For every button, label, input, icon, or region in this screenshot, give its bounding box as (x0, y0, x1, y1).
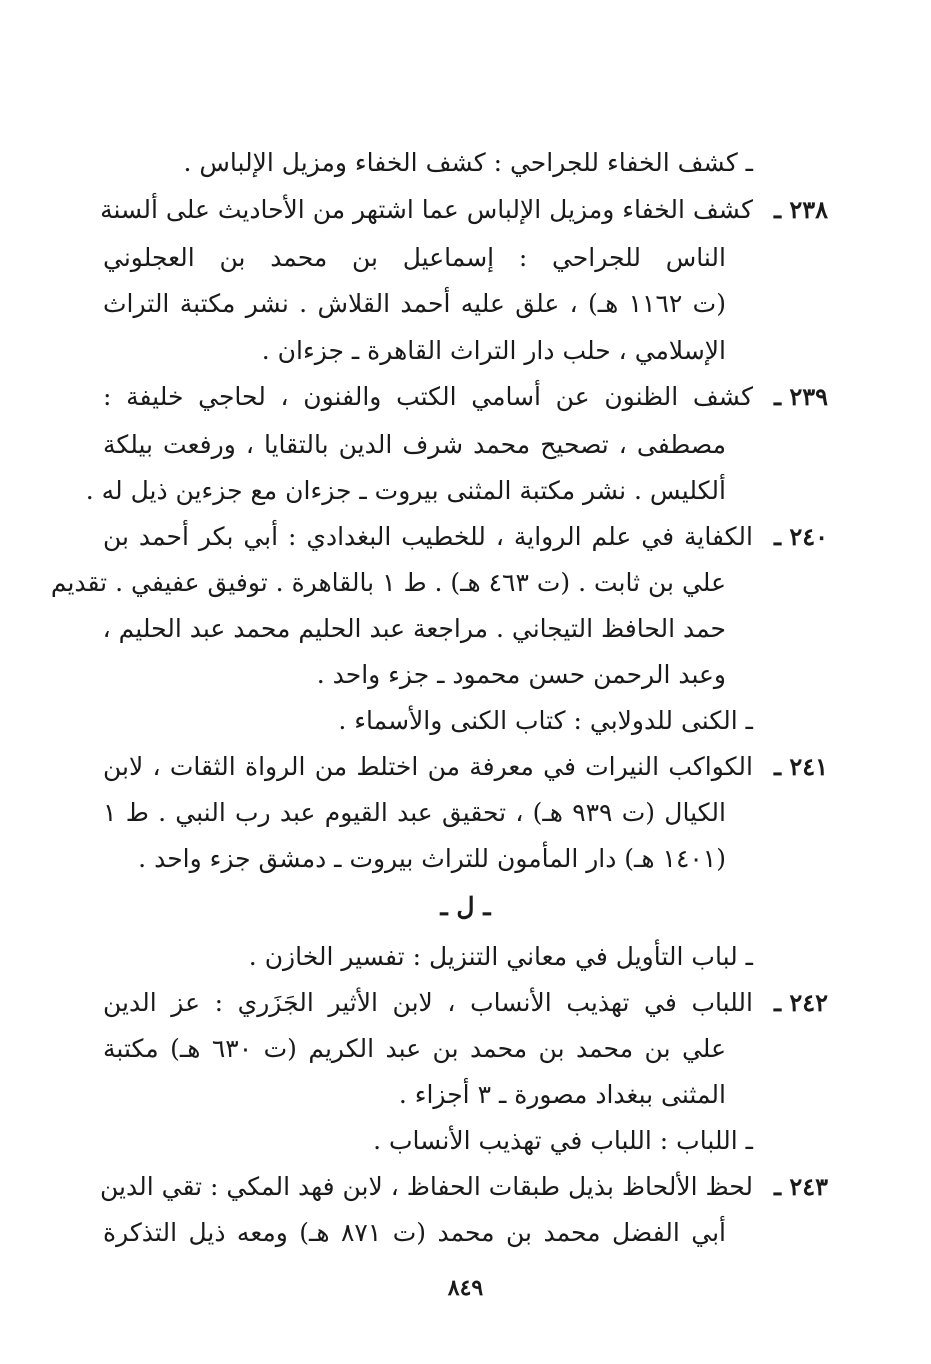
entry-240-number (748, 520, 828, 554)
page-number: ٨٤٩ (447, 1275, 484, 1301)
entry-number: ٢٤٠ ـ (773, 522, 828, 551)
entry-242-line-1 (103, 986, 753, 1020)
text: الكفاية في علم الرواية ، للخطيب البغدادي : أبي بكر أحمد بن (103, 522, 753, 551)
text: الناس للجراحي : إسماعيل بن محمد بن العجلوني (103, 243, 726, 272)
entry-242-number (748, 986, 828, 1020)
entry-240-line-2 (50, 566, 726, 600)
text: مصطفى ، تصحيح محمد شرف الدين بالتقايا ، ورفعت بيلكة (103, 430, 726, 459)
text: كشف الخفاء ومزيل الإلباس عما اشتهر من الأحاديث على ألسنة (100, 195, 753, 224)
entry-241-number (748, 750, 828, 784)
entry-243-number (748, 1170, 828, 1204)
entry-239-number (748, 380, 828, 414)
entry-240-line-1 (103, 520, 753, 554)
entry-238-line-4 (262, 334, 726, 368)
entry-238-line-2 (103, 241, 726, 275)
crossref-line (249, 940, 753, 974)
text: وعبد الرحمن حسن محمود ـ جزء واحد . (316, 660, 726, 689)
text: ألكليس . نشر مكتبة المثنى بيروت ـ جزءان مع جزءين ذيل له . (85, 476, 726, 505)
crossref-line (373, 1124, 753, 1158)
text: الكواكب النيرات في معرفة من اختلط من الرواة الثقات ، لابن (103, 752, 753, 781)
text: المثنى ببغداد مصورة ـ ٣ أجزاء . (398, 1080, 726, 1109)
entry-number: ٢٤١ ـ (773, 752, 828, 781)
text: حمد الحافظ التيجاني . مراجعة عبد الحليم محمد عبد الحليم ، (102, 614, 726, 643)
entry-number: ٢٤٢ ـ (773, 988, 828, 1017)
entry-239-line-1 (103, 380, 753, 414)
entry-240-line-3 (103, 612, 726, 646)
entry-238-line-3 (103, 287, 726, 321)
text: علي بن محمد بن محمد بن عبد الكريم (ت ٦٣٠ هـ) مكتبة (103, 1034, 726, 1063)
crossref-line (338, 704, 753, 738)
entry-241-line-1 (103, 750, 753, 784)
entry-number: ٢٤٣ ـ (773, 1172, 828, 1201)
text: لحظ الألحاظ بذيل طبقات الحفاظ ، لابن فهد المكي : تقي الدين (99, 1172, 753, 1201)
entry-241-line-3 (138, 842, 726, 876)
crossref-line (183, 146, 753, 180)
entry-238-number (748, 193, 828, 227)
text: ـ كشف الخفاء للجراحي : كشف الخفاء ومزيل الإلباس . (183, 148, 753, 177)
text: علي بن ثابت . (ت ٤٦٣ هـ) . ط ١ بالقاهرة . توفيق عفيفي . تقديم (50, 568, 726, 597)
entry-242-line-3 (399, 1078, 726, 1112)
entry-242-line-2 (103, 1032, 726, 1066)
entry-241-line-2 (103, 796, 726, 830)
text: (١٤٠١ هـ) دار المأمون للتراث بيروت ـ دمشق جزء واحد . (138, 844, 726, 873)
entry-243-line-1 (99, 1170, 753, 1204)
entry-number: ٢٣٨ ـ (773, 195, 828, 224)
entry-number: ٢٣٩ ـ (773, 382, 828, 411)
text: ـ اللباب : اللباب في تهذيب الأنساب . (373, 1126, 753, 1155)
text: الكيال (ت ٩٣٩ هـ) ، تحقيق عبد القيوم عبد رب النبي . ط ١ (103, 798, 726, 827)
entry-240-line-4 (317, 658, 726, 692)
text: ـ الكنى للدولابي : كتاب الكنى والأسماء . (338, 706, 753, 735)
text: أبي الفضل محمد بن محمد (ت ٨٧١ هـ) ومعه ذيل التذكرة (103, 1218, 726, 1247)
section-heading: ـ ل ـ (440, 892, 491, 921)
text: الإسلامي ، حلب دار التراث القاهرة ـ جزءان . (261, 336, 726, 365)
entry-243-line-2 (103, 1216, 726, 1250)
text: اللباب في تهذيب الأنساب ، لابن الأثير الجَزَري : عز الدين (103, 988, 753, 1017)
entry-239-line-2 (103, 428, 726, 462)
text: كشف الظنون عن أسامي الكتب والفنون ، لحاجي خليفة : (103, 382, 753, 411)
entry-238-line-1 (100, 193, 753, 227)
text: ـ لباب التأويل في معاني التنزيل : تفسير الخازن . (248, 942, 753, 971)
text: (ت ١١٦٢ هـ) ، علق عليه أحمد القلاش . نشر مكتبة التراث (103, 289, 726, 318)
entry-239-line-3 (86, 474, 726, 508)
